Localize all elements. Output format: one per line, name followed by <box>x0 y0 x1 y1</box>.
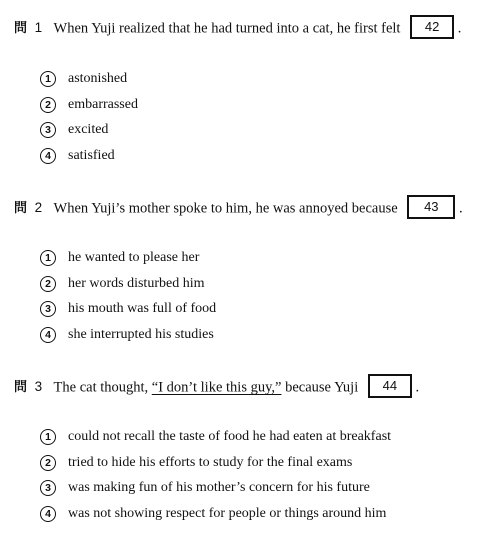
option-1-2[interactable] <box>40 92 138 118</box>
option-number-icon: 4 <box>40 327 56 343</box>
question-1 <box>14 17 472 41</box>
question-number: 2 <box>34 200 43 216</box>
question-marker: 問 <box>14 21 28 37</box>
question-text-after: because Yuji <box>285 379 359 396</box>
option-text: tried to hide his efforts to study for the final exams <box>68 454 353 470</box>
option-number-icon: 2 <box>40 276 56 292</box>
option-number-icon: 2 <box>40 455 56 471</box>
option-3-3[interactable] <box>40 475 391 501</box>
option-number-icon: 4 <box>40 506 56 522</box>
question-end: . <box>457 20 462 37</box>
option-text: she interrupted his studies <box>68 326 214 342</box>
answer-box-42[interactable]: 42 <box>410 15 454 39</box>
options-list-1 <box>40 66 138 169</box>
question-text: When Yuji’s mother spoke to him, he was annoyed because <box>53 200 398 217</box>
question-text: When Yuji realized that he had turned into a cat, he first felt <box>53 20 401 37</box>
underlined-quote: “I don’t like this guy,” <box>151 379 282 396</box>
options-list-2 <box>40 245 216 348</box>
option-1-3[interactable] <box>40 117 138 143</box>
option-2-3[interactable] <box>40 296 216 322</box>
option-text: could not recall the taste of food he had eaten at breakfast <box>68 428 392 444</box>
question-marker: 問 <box>14 380 28 396</box>
option-text: he wanted to please her <box>68 249 200 265</box>
option-3-2[interactable] <box>40 450 391 476</box>
question-text: The cat thought, <box>53 379 149 396</box>
option-1-1[interactable] <box>40 66 138 92</box>
question-number: 3 <box>34 379 43 395</box>
option-number-icon: 1 <box>40 71 56 87</box>
option-number-icon: 1 <box>40 250 56 266</box>
options-list-3 <box>40 424 391 527</box>
option-text: excited <box>68 122 109 138</box>
option-text: satisfied <box>68 147 115 163</box>
option-text: was not showing respect for people or things around him <box>68 505 387 521</box>
option-number-icon: 2 <box>40 97 56 113</box>
option-2-2[interactable] <box>40 271 216 297</box>
option-3-4[interactable] <box>40 501 391 527</box>
question-marker: 問 <box>14 201 28 217</box>
option-number-icon: 3 <box>40 301 56 317</box>
question-end: . <box>458 200 463 217</box>
option-text: astonished <box>68 70 128 86</box>
option-text: her words disturbed him <box>68 275 205 291</box>
question-3 <box>14 376 472 400</box>
answer-box-43[interactable]: 43 <box>407 195 455 219</box>
question-2 <box>14 197 472 221</box>
option-number-icon: 3 <box>40 122 56 138</box>
option-text: embarrassed <box>68 96 138 112</box>
option-text: was making fun of his mother’s concern for his future <box>68 480 370 496</box>
option-number-icon: 3 <box>40 480 56 496</box>
option-number-icon: 1 <box>40 429 56 445</box>
option-3-1[interactable] <box>40 424 391 450</box>
option-1-4[interactable] <box>40 143 138 169</box>
question-number: 1 <box>34 20 43 36</box>
answer-box-44[interactable]: 44 <box>368 374 412 398</box>
option-2-1[interactable] <box>40 245 216 271</box>
option-number-icon: 4 <box>40 148 56 164</box>
option-text: his mouth was full of food <box>68 301 217 317</box>
option-2-4[interactable] <box>40 322 216 348</box>
question-end: . <box>415 379 420 396</box>
